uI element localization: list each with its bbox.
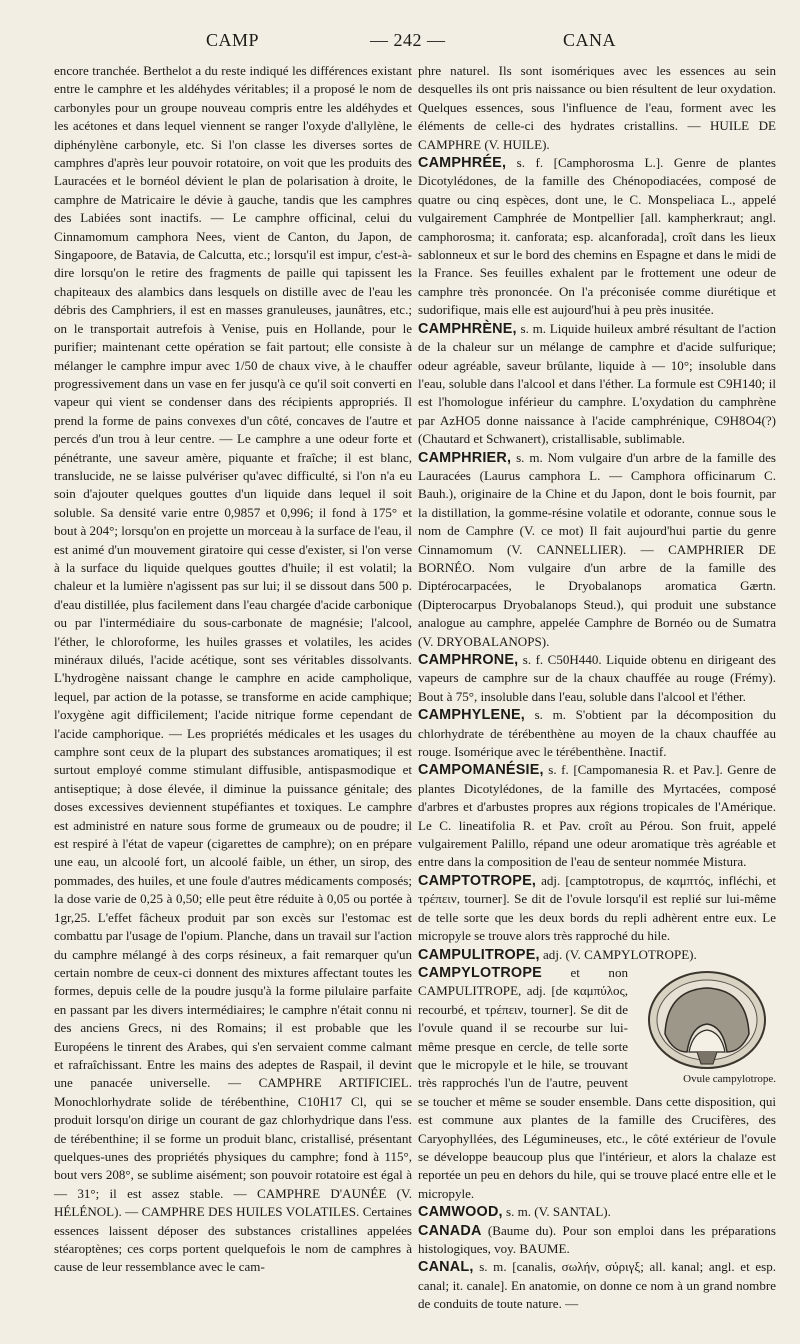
left-column-text: encore tranchée. Berthelot a du reste indiqué les différences existant entre le camphre et les aldéhydes véritables; il a proposé le nom de carbonyles pour un groupe nouveau compris entre les aldéhydes et les acétones et dans lequel viennent se ranger l'oxyde d'allylène, le diphénylène carbonyle, etc. Si l'on classe les diverses sortes de camphres d'après leur pouvoir rotatoire, on voit que les produits des Lauracées et le bornéol dévient le plan de polarisation à droite, le camphre de Matricaire le dévie à gauche, tandis que les camphres des Labiées sont inactifs. — Le camphre officinal, celui du Cinnamomum camphora Nees, vient de Canton, du Japon, de Singapoore, de Batavia, de Calcutta, etc.; lorsqu'il est impur, c'est-à-dire lorsqu'on le retire des fragments de paille qui tapissent les chapiteaux des alambics dans lesquels on distille avec de l'eau les débris des Camphriers, il est en masses granuleuses, jaunâtres, etc.; on le transportait autrefois à Venise, puis en Hollande, pour le purifier; maintenant cette opération se fait partout; elle consiste à mélanger le camphre impur avec 1/50 de chaux vive, à le chauffer progressivement dans un vase en fer jusqu'à ce qu'il soit converti en vapeur qui vient se condenser dans des récipients appropriés. Il prend la forme de pains convexes d'un côté, concaves de l'autre et percés d'un trou à leur centre. — Le camphre a une odeur forte et pénétrante, une saveur amère, piquante et fraîche; il est blanc, translucide, ne se laisse pulvériser qu'avec difficulté, si l'on n'a eu soin d'ajouter quelques gouttes d'un liquide dans lequel il soit soluble. Sa densité varie entre 0,9857 et 0,996; il fond à 175° et bout à 204°; lorsqu'on en projette un morceau à la surface de l'eau, il est animé d'un mouvement giratoire qui cesse d'exister, si l'on verse à la surface du liquide quelques gouttes d'huile; il est volatil; la chaleur et la lumière n'agissent pas sur lui; il se dissout dans 500 p. d'eau distillée, plus facilement dans l'eau chargée d'acide carbonique ou par l'intermédiaire du sous-carbonate de magnésie; l'alcool, l'éther, le chloroforme, les huiles grasses et volatiles, les acides minéraux dilués, l'acide acétique, sont ses véritables dissolvants. L'hydrogène naissant change le camphre en acide campholique, lequel, par action de la potasse, se transforme en acide camphique; l'oxygène agit difficilement; l'acide nitrique forme cependant de l'acide camphorique. — Les propriétés médicales et les usages du camphre sont ceux de la plupart des substances aromatiques; il est surtout employé comme stimulant diffusible, antispasmodique et antiseptique; à dose élevée, il diminue la puissance génitale; des doses excessives deviennent stupéfiantes et toxiques. Le camphre est administré en nature sous forme de grumeaux ou de poudre; il est respiré à l'état de vapeur (cigarettes de camphre); on en prépare une eau, un alcoolé fort, un alcoolé faible, un éther, un sirop, des pommades, des huiles, et une foule d'autres médicaments composés; la dose varie de 0,25 à 0,50; elle peut être réduite à 0,05 ou portée à 1gr,25. L'effet fâcheux produit par son excès sur l'estomac est combattu par l'usage de l'opium. Planche, dans un travail sur l'action du camphre mélangé à des corps résineux, a fait remarquer qu'un certain nombre de ceux-ci donnent des mixtures affectant toutes les formes, depuis celle de la poudre jusqu'à la forme pilulaire parfaite en passant par les divers intermédiaires; le camphre n'était connu ni des anciens Grecs, ni des Romains; il est probable que les Européens le tinrent des Arabes, qui s'en servaient comme calmant et rafraîchissant. Entre les mains des adeptes de Raspail, il devint une panacée universelle. — CAMPHRE ARTIFICIEL. Monochlorhydrate solide de térébenthine, C10H17 Cl, qui se produit lorsqu'on dirige un courant de gaz chlorhydrique dans l'ess. de térébenthine; il se forme un produit blanc, cristallisé, présentant quelques-unes des propriétés physiques du camphre; fond à 115°, bout vers 208°, se sublime aisément; son pouvoir rotatoire est égal à — 31°; il est assez stable. — CAMPHRE D'AUNÉE (V. HÉLÉNOL). — CAMPHRE DES HUILES VOLATILES. Certaines essences laissent déposer des substances cristallines appelées stéaroptènes; ces corps portent quelquefois le nom de camphres à cause de leur ressemblance avec le cam- [54, 63, 412, 1275]
entry-camptotrope [418, 872, 776, 946]
entry-canada [418, 1222, 776, 1259]
headword: CAMPHRÈNE, [418, 320, 517, 337]
entry-text: s. f. [Camphorosma L.]. Genre de plantes Dicotylédones, de la famille des Chénopodiacées, composé de quatre ou cinq espèces, dont une, le C. Monspeliaca L., appelé vulgairement Camphrée de Montpellier [all. kampherkraut; angl. camphorosma; it. canforata; esp. alcanforada], croît dans les lieux sablonneux et sur le bord des chemins en Espagne et dans le midi de la France. Ses feuilles exhalent par le frottement une odeur de camphre très prononcée. On l'a préconisée comme diurétique et sudorifique, mais elle est aujourd'hui à peu près inusitée. [418, 155, 776, 318]
headword: CANADA [418, 1222, 482, 1239]
entry-text: s. m. Liquide huileux ambré résultant de l'action de la chaleur sur un mélange de camphre et d'acide sulfurique; odeur agréable, saveur brûlante, liquide à — 10°; insoluble dans l'eau, soluble dans l'alcool et dans l'éther. La formule est C9H140; il est l'homologue inférieur du camphre. L'oxydation du camphrène par AzHO5 donne naissance à l'acide camphrénique, C9H8O4(?) (Chautard et Schwanert), cristallisable, sublimable. [418, 320, 776, 447]
entry-text: s. f. [Campomanesia R. et Pav.]. Genre de plantes Dicotylédones, de la famille des Myrtacées, composé d'arbres et d'arbustes propres aux régions tropicales de l'Amérique. Le C. lineatifolia R. et Pav. croît au Pérou. Son fruit, appelé vulgairement Palillo, répand une odeur aromatique très agréable et entre dans la composition de l'eau de senteur nommée Mistura. [418, 762, 776, 870]
headword: CAMPHYLENE, [418, 707, 525, 724]
headword: CAMPHRONE, [418, 652, 519, 668]
entry-text: et non CAMPULITROPE, adj. [de καμπύλος, recourbé, et τρέπειν, tourner]. Se dit de l'ovule quand il se recourbe sur lui-même presque en cercle, de telle sorte que le micropyle et le hile, se trouvant très rapprochés l'un de l'autre, peuvent se toucher et même se souder ensemble. Dans cette disposition, qui est commune aux plantes de la famille des Crucifères, des Caryophyllées, des Légumineuses, etc., le côté extérieur de l'ovule se développe beaucoup plus que l'intérieur, et alors la chalaze est reportée un peu en dehors du hile, qui se trouve placé entre elle et le micropyle. [418, 964, 776, 1201]
entry-camphree [418, 154, 776, 320]
entry-text: s. m. Nom vulgaire d'un arbre de la famille des Lauracées (Laurus camphora L. — Camphora officinarum C. Bauh.), originaire de la Chine et du Japon, dont le bois fournit, par la distillation, la gomme-résine volatile et odorante, connue sous le nom de Camphre (V. ce mot) Il fait aujourd'hui partie du genre Cinnamomum (V. CANNELLIER). — CAMPHRIER DE BORNÉO. Nom vulgaire d'un arbre de la famille des Diptérocarpacées, le Dryobalanops aromatica Gærtn. (Dipterocarpus Dryobalanops Steud.), qui produit une substance analogue au camphre, appelée Camphre de Bornéo ou de Sumatra (V. DRYOBALANOPS). [418, 449, 776, 649]
entry-text: s. m. S'obtient par la décomposition du chlorhydrate de térébenthène au moyen de la chaux chauffée au rouge. Isomérique avec le térébenthène. Inactif. [418, 707, 777, 760]
header-right-word: CANA [562, 30, 616, 50]
headword: CAMPHRÉE, [418, 155, 507, 172]
entry-camphylene [418, 706, 776, 761]
entry-camwood [418, 1203, 776, 1221]
headword: CAMPULITROPE, [418, 946, 540, 963]
entry-text: (Baume du). Pour son emploi dans les préparations histologiques, voy. BAUME. [418, 1222, 776, 1256]
headword: CAMPHRIER, [418, 449, 512, 466]
entry-text: s. m. [canalis, σωλήν, σύριγξ; all. kanal; angl. et esp. canal; it. canale]. En anatomie, on donne ce nom à un grand nombre de conduits de toute nature. — [418, 1259, 776, 1312]
header-left-word: CAMP [206, 30, 260, 50]
figure-caption: Ovule campylotrope. [683, 1072, 776, 1085]
entry-campulitrope [418, 946, 776, 964]
headword: CAMPOMANÉSIE, [418, 762, 544, 779]
entry-canal [418, 1258, 776, 1313]
continuation-text: phre naturel. Ils sont isomériques avec les essences au sein desquelles ils ont pris naissance ou bien résultent de leur oxydation. Quelques essences, sous l'influence de l'eau, forment avec les éléments de celle-ci des hydrates cristallins. — HUILE DE CAMPHRE (V. HUILE). [418, 63, 776, 152]
entry-camphrene [418, 320, 776, 449]
headword: CANAL, [418, 1259, 474, 1276]
page-number: — 242 — [370, 30, 446, 50]
entry-text: s. f. C50H440. Liquide obtenu en dirigeant des vapeurs de camphre sur de la chaux chauffée au rouge (Frémy). Bout à 75°, insoluble dans l'eau, soluble dans l'alcool et l'éther. [418, 652, 777, 704]
headword: CAMPTOTROPE, [418, 872, 537, 889]
ovule-figure [638, 968, 776, 1086]
entry-campomanesie [418, 761, 776, 871]
headword: CAMWOOD, [418, 1204, 503, 1221]
running-header [48, 30, 756, 56]
entry-camphrone [418, 651, 776, 706]
entry-text: adj. [camptotropus, de καμπτός, infléchi, et τρέπειν, tourner]. Se dit de l'ovule lorsqu'il est replié sur lui-même de telle sorte que les deux bords du repli adhèrent entre eux. Le micropyle se trouve alors très rapproché du hile. [418, 872, 776, 944]
entry-text: adj. (V. CAMPYLOTROPE). [543, 946, 697, 962]
left-column [54, 62, 412, 1277]
right-column [418, 62, 776, 1314]
ovule-illustration [643, 968, 771, 1072]
entry-text: s. m. (V. SANTAL). [506, 1204, 611, 1220]
entry-camphrier [418, 449, 776, 651]
headword: CAMPYLOTROPE [418, 964, 542, 981]
entry-continuation [418, 62, 776, 154]
